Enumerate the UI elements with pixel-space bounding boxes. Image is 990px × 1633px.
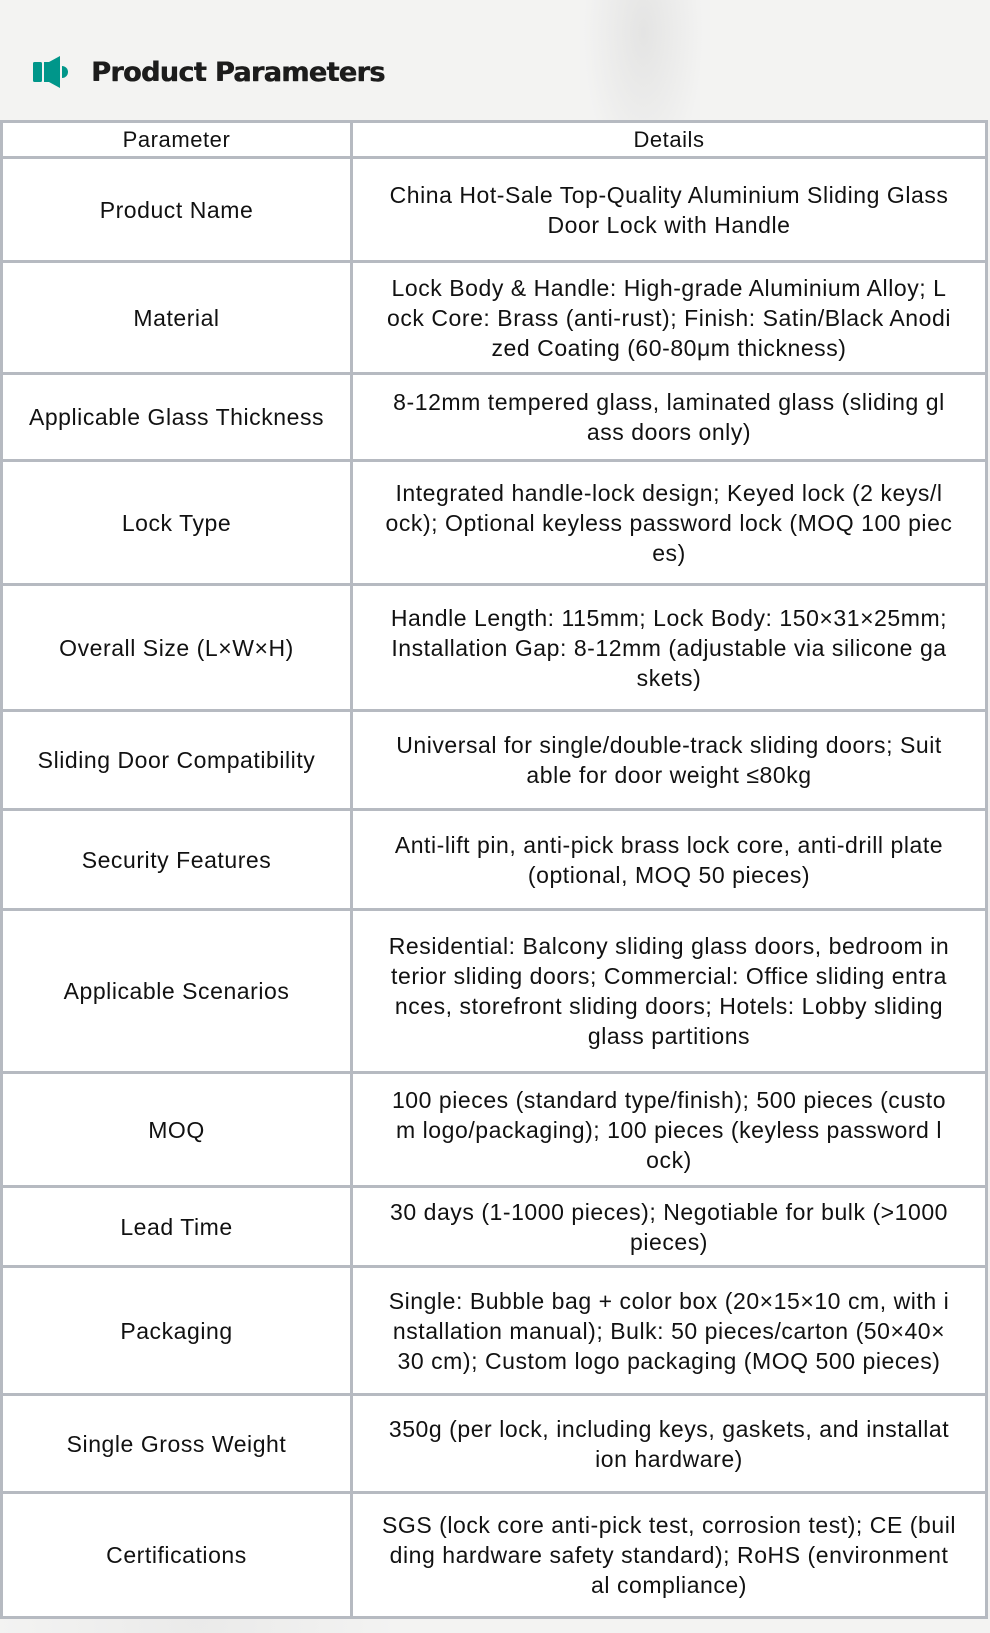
details-line: zed Coating (60-80μm thickness): [491, 334, 847, 361]
details-line: (optional, MOQ 50 pieces): [527, 861, 811, 888]
parameter-cell: Certifications: [3, 1494, 350, 1616]
table-row: [3, 1396, 985, 1491]
details-cell: [353, 375, 985, 459]
table-row: [3, 1268, 985, 1393]
details-line: Integrated handle-lock design; Keyed lock (2 keys/l: [395, 479, 943, 506]
details-line: ock); Optional keyless password lock (MOQ 100 piec: [385, 509, 953, 536]
details-line: skets): [636, 664, 702, 691]
details-line: Lock Body & Handle: High-grade Aluminium Alloy; L: [391, 274, 947, 301]
details-cell: [353, 1396, 985, 1491]
details-line: nstallation manual); Bulk: 50 pieces/carton (50×40×: [392, 1317, 946, 1344]
details-cell: [353, 1268, 985, 1393]
table-row: [3, 375, 985, 459]
details-line: 350g (per lock, including keys, gaskets, and installat: [388, 1415, 950, 1442]
details-line: Anti-lift pin, anti-pick brass lock core, anti-drill plate: [394, 831, 944, 858]
details-cell: [353, 1494, 985, 1616]
details-line: m logo/packaging); 100 pieces (keyless password l: [396, 1116, 942, 1143]
details-line: ion hardware): [595, 1445, 743, 1472]
details-cell: [353, 811, 985, 908]
details-cell: [353, 712, 985, 808]
table-row: [3, 159, 985, 260]
details-line: China Hot-Sale Top-Quality Aluminium Sliding Glass: [389, 181, 949, 208]
parameter-cell: Lead Time: [3, 1188, 350, 1265]
parameter-cell: Sliding Door Compatibility: [3, 712, 350, 808]
section-title: Product Parameters: [91, 56, 385, 88]
details-cell: [353, 159, 985, 260]
parameter-cell: Security Features: [3, 811, 350, 908]
details-line: es): [652, 539, 686, 566]
table-row: [3, 1188, 985, 1265]
speaker-icon: [33, 56, 71, 88]
parameter-cell: Applicable Scenarios: [3, 911, 350, 1071]
details-cell: [353, 586, 985, 709]
details-line: ass doors only): [586, 419, 752, 445]
details-cell: [353, 462, 985, 583]
table-row: [3, 462, 985, 583]
details-line: 8-12mm tempered glass, laminated glass (sliding gl: [393, 389, 945, 415]
details-line: ock): [646, 1146, 692, 1173]
details-line: al compliance): [591, 1572, 747, 1598]
details-line: 30 days (1-1000 pieces); Negotiable for bulk (>1000: [389, 1198, 948, 1225]
table-row: [3, 911, 985, 1071]
details-cell: [353, 263, 985, 372]
details-line: pieces): [630, 1228, 708, 1255]
details-cell: [353, 1188, 985, 1265]
details-cell: [353, 911, 985, 1071]
details-line: terior sliding doors; Commercial: Office sliding entra: [391, 963, 947, 989]
details-line: able for door weight ≤80kg: [526, 762, 812, 788]
details-line: ding hardware safety standard); RoHS (environment: [389, 1542, 949, 1568]
details-line: glass partitions: [587, 1023, 751, 1049]
parameter-cell: Packaging: [3, 1268, 350, 1393]
parameters-table: [0, 120, 988, 1619]
details-line: 30 cm); Custom logo packaging (MOQ 500 pieces): [397, 1347, 941, 1374]
parameter-cell: Overall Size (L×W×H): [3, 586, 350, 709]
table-row: [3, 263, 985, 372]
parameter-cell: Material: [3, 263, 350, 372]
details-line: Installation Gap: 8-12mm (adjustable via silicone ga: [391, 634, 947, 661]
table-row: [3, 712, 985, 808]
section-header: [33, 56, 385, 88]
table-row: [3, 1494, 985, 1616]
table-row: [3, 1074, 985, 1185]
column-header-parameter: Parameter: [3, 123, 350, 156]
details-line: SGS (lock core anti-pick test, corrosion test); CE (buil: [381, 1512, 957, 1538]
parameter-cell: Applicable Glass Thickness: [3, 375, 350, 459]
parameter-cell: Single Gross Weight: [3, 1396, 350, 1491]
details-line: Universal for single/double-track sliding doors; Suit: [396, 732, 942, 758]
table-row: [3, 811, 985, 908]
details-line: Handle Length: 115mm; Lock Body: 150×31×25mm;: [390, 604, 948, 631]
details-line: nces, storefront sliding doors; Hotels: Lobby sliding: [394, 993, 944, 1019]
parameter-cell: Product Name: [3, 159, 350, 260]
table-row: [3, 586, 985, 709]
details-line: Single: Bubble bag + color box (20×15×10 cm, with i: [388, 1287, 950, 1314]
column-header-details: Details: [353, 123, 985, 156]
details-line: Door Lock with Handle: [547, 211, 791, 238]
details-line: ock Core: Brass (anti-rust); Finish: Satin/Black Anodi: [386, 304, 951, 331]
table-header-row: [3, 123, 985, 156]
parameter-cell: MOQ: [3, 1074, 350, 1185]
details-line: Residential: Balcony sliding glass doors, bedroom in: [388, 933, 950, 959]
details-line: 100 pieces (standard type/finish); 500 pieces (custo: [391, 1086, 947, 1113]
parameter-cell: Lock Type: [3, 462, 350, 583]
details-cell: [353, 1074, 985, 1185]
